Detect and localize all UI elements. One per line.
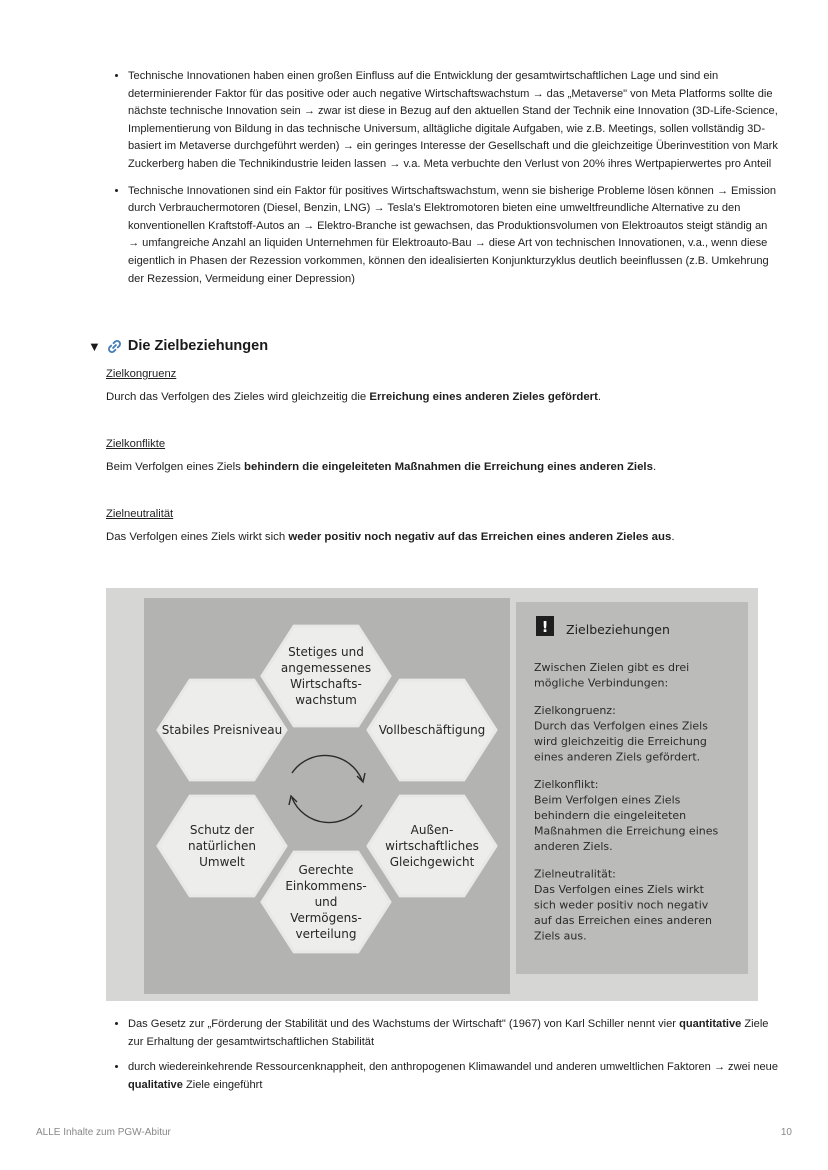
info-item-heading: Zielkongruenz: [534, 704, 616, 717]
info-item-line: Maßnahmen die Erreichung eines [534, 824, 719, 838]
hexagon-label: wachstum [295, 693, 357, 707]
info-item-heading: Zielkonflikt: [534, 778, 599, 791]
footer-title: ALLE Inhalte zum PGW-Abitur [36, 1127, 171, 1138]
hexagon-label: natürlichen [187, 839, 257, 853]
hexagon-label: Stabiles Preisniveau [161, 723, 283, 737]
bullet-list-bottom [110, 1016, 778, 1102]
badge-text: ! [541, 618, 549, 636]
toggle-heading[interactable] [88, 338, 768, 354]
hexagon-label: Wirtschafts- [290, 677, 362, 691]
info-item-line: Durch das Verfolgen eines Ziels [534, 719, 708, 733]
hexagon-label: Vollbeschäftigung [378, 723, 486, 737]
info-intro-line: Zwischen Zielen gibt es drei [534, 661, 690, 674]
toggle-section-zielbeziehungen [88, 338, 768, 543]
goal-text: Beim Verfolgen eines Ziels behindern die eingeleiteten Maßnahmen die Erreichung eines anderen Ziels. [106, 461, 657, 473]
hexagon-label: Vermögens- [290, 911, 362, 925]
page-number: 10 [780, 1127, 792, 1138]
hexagon-label: und [314, 895, 338, 909]
section-title: Die Zielbeziehungen [127, 338, 269, 354]
hexagon-label: Gerechte [298, 863, 354, 877]
link-icon [107, 339, 122, 354]
bullet-item: • Das Gesetz zur „Förderung der Stabilität und des Wachstums der Wirtschaft" (1967) von Karl Schiller nennt vier quantitative Ziele zur Erhaltung der gesamtwirtschaftlichen Stabilität [128, 1016, 778, 1051]
info-item-line: Das Verfolgen eines Ziels wirkt [534, 883, 704, 896]
info-item-line: Beim Verfolgen eines Ziels [534, 793, 681, 807]
goal-title: Zielkonflikte [106, 438, 166, 450]
info-item-line: anderen Ziels. [534, 840, 613, 853]
goal-text: Das Verfolgen eines Ziels wirkt sich weder positiv noch negativ auf das Erreichen eines anderen Zieles aus. [106, 531, 675, 543]
hexagon-label: Gleichgewicht [389, 855, 475, 869]
hexagon-label: Umwelt [199, 855, 245, 869]
hexagon-label: verteilung [295, 927, 357, 941]
bullet-item: • durch wiedereinkehrende Ressourcenknappheit, den anthropogenen Klimawandel und anderen umweltlichen Faktoren → zwei neue qualitative Ziele eingeführt [128, 1059, 778, 1094]
goal-neutralitaet [106, 508, 768, 543]
bullet-item: • Technische Innovationen haben einen großen Einfluss auf die Entwicklung der gesamtwirtschaftlichen Lage und sind ein determinierender Faktor für das positive oder auch negative Wirtschaftswachstum → das „Metaverse" von Meta Platforms sollte die nächste technische Innovation sein → zwar ist diese in Bezug auf den aktuellen Stand der Technik eine Innovation (3D-Life-Science, Implementierung von Bildung in das technische Universum, alltägliche digitale Aufgaben, wie z.B. Meetings, sollen vollständig 3D-basiert im Metaverse durchgeführt werden) → ein geringes Interesse der Gesellschaft und die gleichzeitige Überinvestition von Mark Zuckerberg haben die Technikindustrie leiden lassen → v.a. Meta verbuchte den Verlust von 20% ihres Wertpapierwertes pro Anteil [128, 68, 778, 174]
goal-kongruenz [106, 368, 768, 403]
info-item-line: behindern die eingeleiteten [534, 809, 687, 822]
bullet-list-top [110, 68, 778, 297]
hexagon-label: Stetiges und [288, 645, 364, 659]
info-intro-line: mögliche Verbindungen: [534, 676, 669, 690]
info-item-line: sich weder positiv noch negativ [534, 898, 709, 912]
info-item-line: wird gleichzeitig die Erreichung [534, 735, 707, 748]
info-item-line: eines anderen Ziels gefördert. [534, 750, 701, 764]
bullet-item: • Technische Innovationen sind ein Faktor für positives Wirtschaftswachstum, wenn sie bisherige Probleme lösen können → Emission durch Verbrauchermotoren (Diesel, Benzin, LNG) → Tesla's Elektromotoren bieten eine umweltfreundliche Alternative zu den konventionellen Kraftstoff-Autos an → Elektro-Branche ist gewachsen, das Produktionsvolumen von Elektroautos steigt ständig an → umfangreiche Anzahl an liquiden Unternehmen für Elektroauto-Bau → diese Art von technischen Innovationen, v.a., wenn diese eigentlich in Phasen der Rezession vorkommen, können den idealisierten Konjunkturzyklus deutlich beeinflussen (z.B. Umkehrung der Rezession, Vermeidung einer Depression) [128, 183, 778, 289]
hexagon-label: Außen- [410, 823, 454, 837]
info-item-line: auf das Erreichen eines anderen [534, 914, 712, 927]
info-box-title: Zielbeziehungen [566, 622, 670, 637]
goal-text: Durch das Verfolgen des Zieles wird gleichzeitig die Erreichung eines anderen Zieles gefördert. [106, 391, 602, 403]
info-item-line: Ziels aus. [534, 929, 587, 943]
toggle-triangle-icon[interactable]: ▼ [88, 338, 101, 354]
zielbeziehungen-diagram-photo [106, 588, 758, 1001]
hexagon-label: wirtschaftliches [385, 839, 479, 853]
info-item-heading: Zielneutralität: [534, 867, 616, 881]
goal-konflikte [106, 438, 768, 473]
goal-title: Zielkongruenz [106, 368, 177, 380]
goal-title: Zielneutralität [106, 508, 174, 520]
hexagon-label: Schutz der [189, 823, 255, 837]
hexagon-label: angemessenes [280, 661, 372, 675]
hexagon-label: Einkommens- [285, 879, 367, 893]
